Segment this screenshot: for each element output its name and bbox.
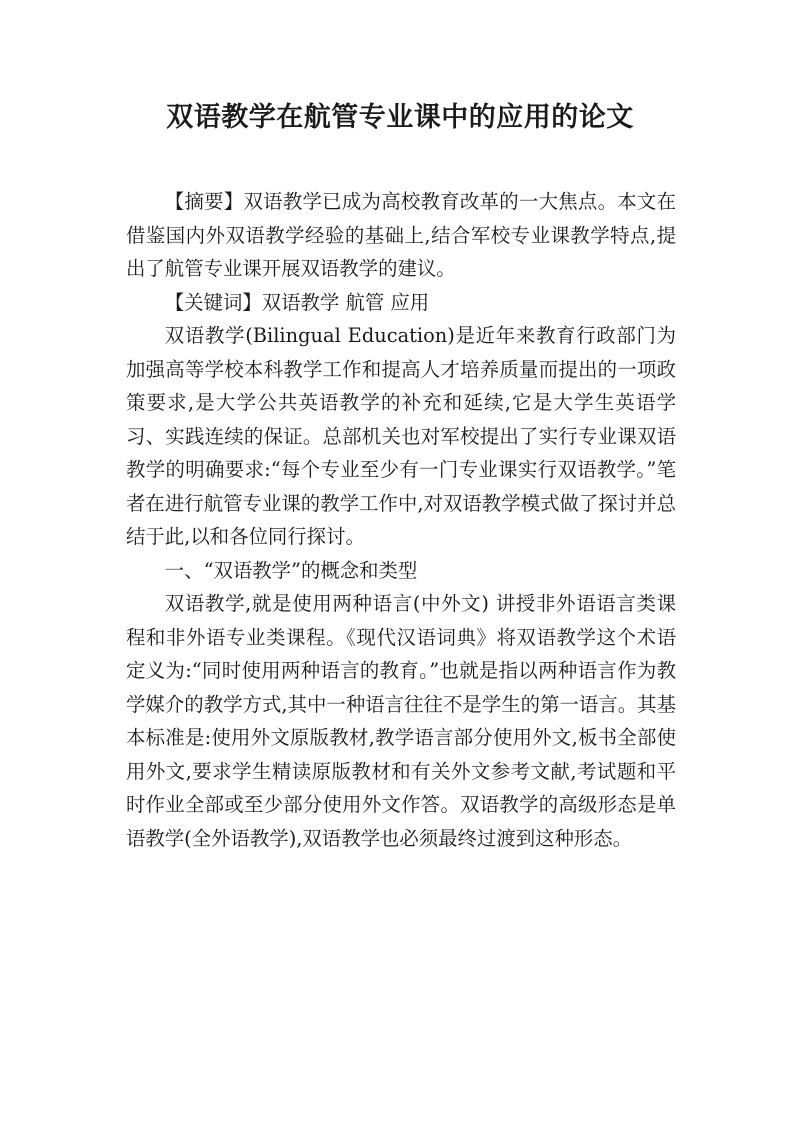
- section-heading: 一、“双语教学”的概念和类型: [164, 558, 418, 582]
- definition-paragraph: 双语教学,就是使用两种语言(中外文) 讲授非外语语言类课程和非外语专业类课程。《现代汉语词典》将双语教学这个术语定义为:“同时使用两种语言的教育。”也就是指以两种语言作为教学媒介的教学方式,其中一种语言往往不是学生的第一语言。其基本标准是:使用外文原版教材,教学语言部分使用外文,板书全部使用外文,要求学生精读原版教材和有关外文参考文献,考试题和平时作业全部或至少部分使用外文作答。双语教学的高级形态是单语教学(全外语教学),双语教学也必须最终过渡到这种形态。: [126, 592, 676, 850]
- intro-paragraph: 双语教学(Bilingual Education)是近年来教育行政部门为加强高等学校本科教学工作和提高人才培养质量而提出的一项政策要求,是大学公共英语教学的补充和延续,它是大学生英语学习、实践连续的保证。总部机关也对军校提出了实行专业课双语教学的明确要求:“每个专业至少有一门专业课实行双语教学。”笔者在进行航管专业课的教学工作中,对双语教学模式做了探讨并总结于此,以和各位同行探讨。: [126, 324, 676, 548]
- document-title: 双语教学在航管专业课中的应用的论文: [166, 102, 634, 133]
- document-body: [126, 185, 676, 855]
- keywords-paragraph: 【关键词】双语教学 航管 应用: [164, 290, 430, 314]
- abstract-paragraph: 【摘要】双语教学已成为高校教育改革的一大焦点。本文在借鉴国内外双语教学经验的基础上,结合军校专业课教学特点,提出了航管专业课开展双语教学的建议。: [126, 190, 676, 280]
